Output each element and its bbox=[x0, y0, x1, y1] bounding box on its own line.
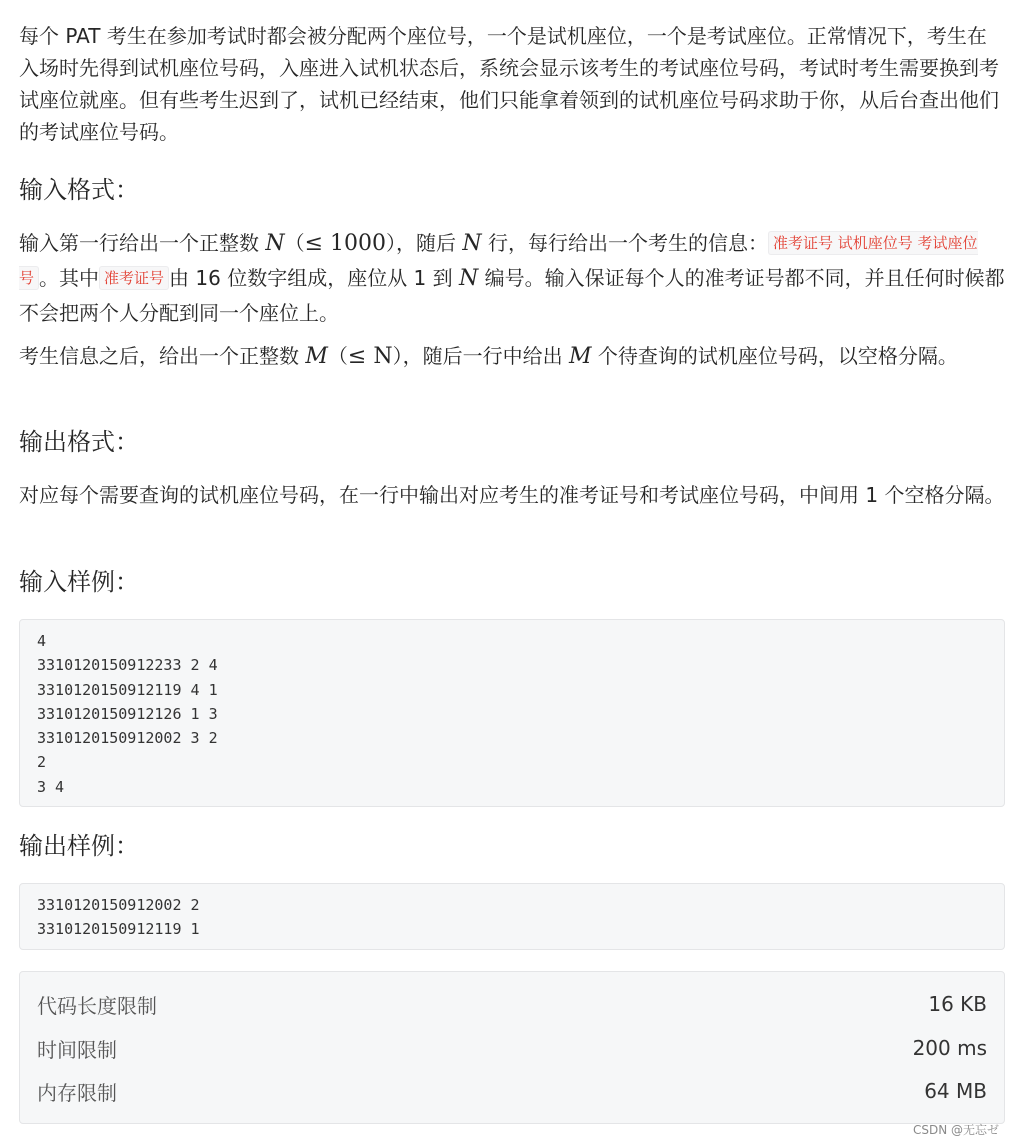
limit-value: 200 ms bbox=[912, 1036, 987, 1060]
input-format-paragraph-1: 输入第一行给出一个正整数 N（≤ 1000），随后 N 行，每行给出一个考生的信息： 准考证号 试机座位号 考试座位号 。其中 准考证号 由 16 位数字组成，座位从 1 到 N 编号。输入保证每个人的准考证号都不同，并且任何时候都不会把两个人分配到同一个座位上。 bbox=[19, 231, 1005, 325]
limit-row-memory bbox=[37, 1076, 987, 1106]
inline-code-fields: 准考证号 试机座位号 考试座位号 bbox=[19, 231, 978, 290]
sample-input-heading: 输入样例： bbox=[19, 568, 139, 596]
limit-label: 代码长度限制 bbox=[37, 993, 157, 1018]
math-le-n: ≤ N bbox=[347, 344, 393, 369]
math-n: N bbox=[459, 266, 479, 291]
limit-row-code-length bbox=[37, 989, 987, 1019]
math-le-1000: ≤ 1000 bbox=[304, 231, 387, 256]
limit-value: 64 MB bbox=[924, 1079, 987, 1103]
math-n: N bbox=[265, 231, 285, 256]
limit-label: 时间限制 bbox=[37, 1037, 117, 1062]
sample-output-code: 3310120150912002 2 3310120150912119 1 bbox=[19, 883, 1005, 950]
math-n: N bbox=[462, 231, 482, 256]
limits-panel bbox=[19, 971, 1005, 1124]
limit-row-time bbox=[37, 1033, 987, 1063]
inline-code-ticket: 准考证号 bbox=[99, 266, 169, 290]
input-format-heading: 输入格式： bbox=[19, 176, 139, 204]
output-format-paragraph: 对应每个需要查询的试机座位号码，在一行中输出对应考生的准考证号和考试座位号码，中间用 1 个空格分隔。 bbox=[19, 483, 1005, 507]
input-format-paragraph-2: 考生信息之后，给出一个正整数 M（≤ N），随后一行中给出 M 个待查询的试机座位号码，以空格分隔。 bbox=[19, 344, 958, 369]
intro-paragraph: 每个 PAT 考生在参加考试时都会被分配两个座位号，一个是试机座位，一个是考试座位。正常情况下，考生在入场时先得到试机座位号码，入座进入试机状态后，系统会显示该考生的考试座位号码，考试时考生需要换到考试座位就座。但有些考生迟到了，试机已经结束，他们只能拿着领到的试机座位号码求助于你，从后台查出他们的考试座位号码。 bbox=[19, 24, 999, 144]
sample-input-code: 4 3310120150912233 2 4 3310120150912119 4 1 3310120150912126 1 3 3310120150912002 3 2 2 3 4 bbox=[19, 619, 1005, 807]
math-m: M bbox=[305, 344, 328, 369]
watermark: CSDN @无忘ゼ bbox=[912, 1123, 999, 1137]
output-format-heading: 输出格式： bbox=[19, 428, 139, 456]
sample-output-heading: 输出样例： bbox=[19, 832, 139, 860]
math-m: M bbox=[568, 344, 592, 369]
limit-value: 16 KB bbox=[928, 992, 987, 1016]
limit-label: 内存限制 bbox=[37, 1080, 117, 1105]
